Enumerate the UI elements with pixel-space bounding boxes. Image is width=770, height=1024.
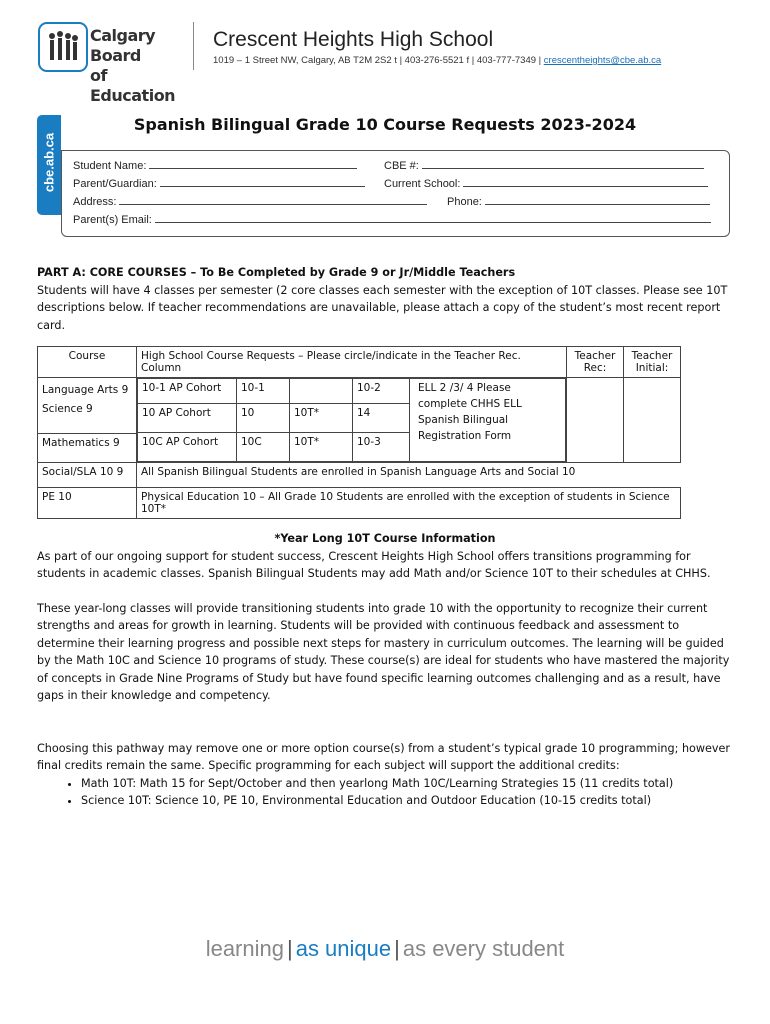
course-cell (38, 378, 137, 434)
table-row (38, 378, 681, 434)
year-long-p3: Choosing this pathway may remove one or more option course(s) from a student’s typical grade 10 programming; however final credits remain the same. Specific programming for each subject will support the additional credits: (37, 741, 731, 772)
logo-line2: of Education (90, 66, 176, 105)
opt-math-10c[interactable]: 10C (237, 433, 290, 462)
part-a-section (37, 264, 733, 334)
course-social: Social/SLA 10 9 (38, 463, 137, 488)
course-pe: PE 10 (38, 488, 137, 519)
opt-la-blank (290, 379, 353, 404)
page-title: Spanish Bilingual Grade 10 Course Requests 2023-2024 (133, 115, 637, 134)
logo-line1: Calgary Board (90, 26, 156, 65)
opt-math-ap[interactable]: 10C AP Cohort (138, 433, 237, 462)
opt-sci-ap[interactable]: 10 AP Cohort (138, 404, 237, 433)
tagline-part3: as every student (402, 936, 565, 961)
course-la9: Language Arts 9 (42, 384, 129, 396)
cbe-logo (38, 22, 190, 105)
opt-sci-10[interactable]: 10 (237, 404, 290, 433)
teacher-initial-cell[interactable] (624, 378, 681, 463)
school-name: Crescent Heights High School (213, 28, 494, 51)
course-sci9: Science 9 (42, 403, 93, 415)
student-info-box (61, 150, 730, 237)
school-address (213, 55, 661, 66)
requests-cell (137, 378, 567, 463)
phone-field[interactable]: Phone: (447, 195, 710, 208)
opt-la-101[interactable]: 10-1 (237, 379, 290, 404)
address-field[interactable]: Address: (73, 195, 427, 208)
year-long-p2: These year-long classes will provide transitioning students into grade 10 with the opportunity to recognize their current strengths and areas for growth in learning. Students will be provided with continuous feedback and assessment to determine their learning progress and possible next steps for mastery in curriculum outcomes. The learning will be guided by the Math 10C and Science 10 programs of study. These course(s) are ideal for students who have mastered the majority of concepts in Grade Nine Programs of Study but have found specific learning outcomes challenging and as a result, have gaps in their knowledge and competency. (37, 601, 730, 702)
opt-sci-14[interactable]: 14 (353, 404, 410, 433)
tagline-part2: as unique (295, 936, 392, 961)
year-long-p1: As part of our ongoing support for student success, Crescent Heights High School offers transitions programming for students in academic classes. Spanish Bilingual Students may add Math and/or Science 10T to their schedules at CHHS. (37, 549, 711, 580)
opt-sci-10t[interactable]: 10T* (290, 404, 353, 433)
part-a-heading: PART A: CORE COURSES – To Be Completed by Grade 9 or Jr/Middle Teachers (37, 266, 516, 279)
opt-math-103[interactable]: 10-3 (353, 433, 410, 462)
course-table (37, 346, 681, 519)
tagline: learning | as unique | as every student (205, 936, 565, 961)
social-note: All Spanish Bilingual Students are enrolled in Spanish Language Arts and Social 10 (137, 463, 681, 488)
header-divider (193, 22, 194, 70)
teacher-rec-cell[interactable] (567, 378, 624, 463)
table-row (38, 488, 681, 519)
student-name-field[interactable]: Student Name: (73, 159, 357, 172)
header-requests: High School Course Requests – Please circle/indicate in the Teacher Rec. Column (137, 347, 567, 378)
current-school-field[interactable]: Current School: (384, 177, 708, 190)
header-teacher-rec: Teacher Rec: (567, 347, 624, 378)
ell-note: ELL 2 /3/ 4 Please complete CHHS ELL Spanish Bilingual Registration Form (410, 379, 566, 462)
pe-note: Physical Education 10 – All Grade 10 Students are enrolled with the exception of students in Science 10T* (137, 488, 681, 519)
credit-list (37, 775, 733, 810)
course-math9: Mathematics 9 (38, 434, 137, 463)
year-long-section (37, 530, 733, 810)
header-teacher-initial: Teacher Initial: (624, 347, 681, 378)
cbe-number-field[interactable]: CBE #: (384, 159, 704, 172)
parent-guardian-field[interactable]: Parent/Guardian: (73, 177, 365, 190)
school-email-link[interactable]: crescentheights@cbe.ab.ca (543, 55, 662, 66)
table-header-row (38, 347, 681, 378)
address-text: 1019 – 1 Street NW, Calgary, AB T2M 2S2 t | 403-276-5521 f | 403-777-7349 | (213, 55, 542, 66)
list-item: • Science 10T: Science 10, PE 10, Environmental Education and Outdoor Education (10-15 credits total) (81, 792, 733, 810)
part-a-text: Students will have 4 classes per semester (2 core classes each semester with the exception of 10T classes. Please see 10T descriptions below. If teacher recommendations are unavailable, please attach a copy of the student’s most recent report card. (37, 283, 728, 332)
parent-email-field[interactable]: Parent(s) Email: (73, 213, 711, 226)
side-tab-text: cbe.ab.ca (41, 132, 57, 193)
tagline-part1: learning (205, 936, 284, 961)
header-course: Course (38, 347, 137, 378)
year-long-heading: *Year Long 10T Course Information (274, 532, 496, 545)
list-item: • Math 10T: Math 15 for Sept/October and then yearlong Math 10C/Learning Strategies 15 (11 credits total) (81, 775, 733, 793)
requests-inner-table (137, 378, 566, 462)
opt-la-ap[interactable]: 10-1 AP Cohort (138, 379, 237, 404)
opt-la-102[interactable]: 10-2 (353, 379, 410, 404)
cbe-logo-icon (38, 22, 88, 72)
opt-math-10t[interactable]: 10T* (290, 433, 353, 462)
table-row (38, 463, 681, 488)
